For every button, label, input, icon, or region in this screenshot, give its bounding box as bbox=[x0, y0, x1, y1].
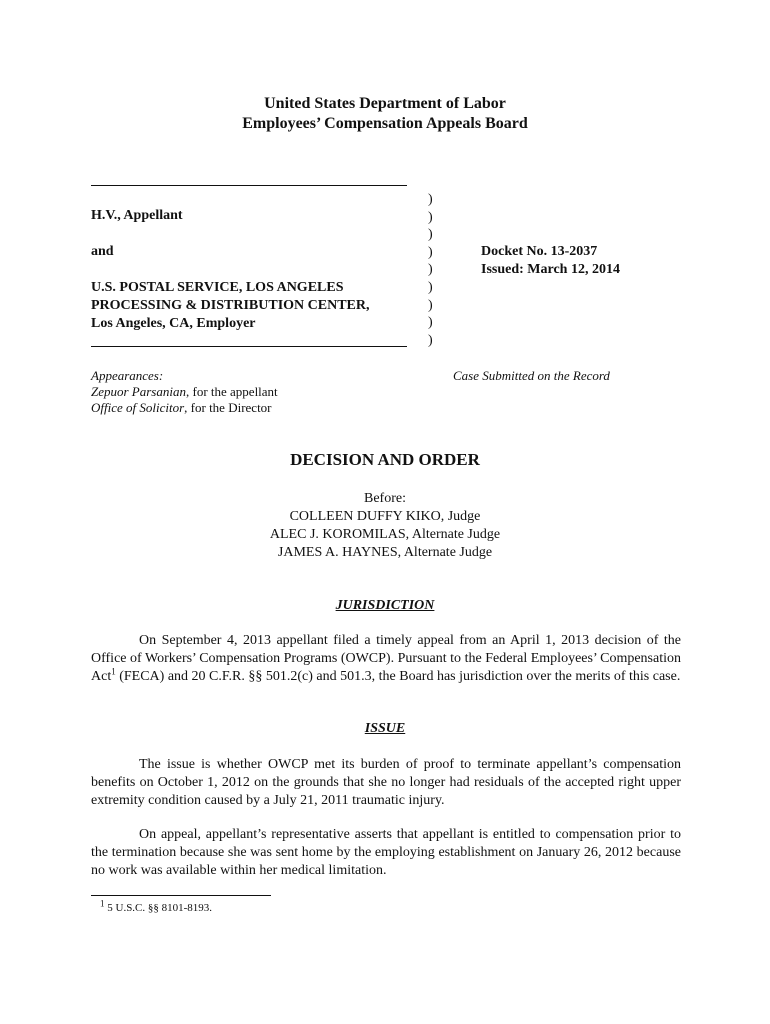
employer-line-1: U.S. POSTAL SERVICE, LOS ANGELES bbox=[91, 280, 344, 295]
jurisdiction-text-a: On September 4, 2013 appellant filed a timely appeal from an April 1, 2013 decision of the Office of Workers’ Compensation Programs (OWCP). Pursuant to the Federal Employees’ Compensation Act bbox=[91, 633, 681, 684]
issue-paragraph-2: On appeal, appellant’s representative asserts that appellant is entitled to compensation prior to the termination because she was sent home by the employing establishment on January 26, 2012 because no work was available within her medical limitation. bbox=[91, 827, 681, 878]
document-header bbox=[0, 94, 770, 134]
caption-appellant: H.V., Appellant bbox=[91, 208, 183, 223]
footnote-reference: 1 bbox=[111, 665, 116, 676]
caption-top-rule bbox=[91, 185, 407, 186]
issue-paragraph-1: The issue is whether OWCP met its burden of proof to terminate appellant’s compensation benefits on October 1, 2012 on the grounds that she no longer had residuals of the accepted right upper extremity condition caused by a July 21, 2011 traumatic injury. bbox=[91, 757, 681, 808]
header-board: Employees’ Compensation Appeals Board bbox=[242, 115, 528, 132]
docket-info bbox=[481, 243, 620, 279]
caption-bottom-rule bbox=[91, 346, 407, 347]
jurisdiction-paragraph bbox=[91, 632, 681, 685]
paren: ) bbox=[428, 262, 433, 278]
footnote-rule bbox=[91, 895, 271, 896]
case-submitted-note: Case Submitted on the Record bbox=[453, 368, 610, 383]
paren: ) bbox=[428, 192, 433, 207]
appearances-label: Appearances: bbox=[91, 368, 164, 383]
issued-date: Issued: March 12, 2014 bbox=[481, 262, 620, 277]
judge-2: ALEC J. KOROMILAS, Alternate Judge bbox=[269, 527, 501, 542]
appellant-representative: Zepuor Parsanian bbox=[91, 384, 186, 399]
docket-number: Docket No. 13-2037 bbox=[481, 244, 598, 259]
caption-parens bbox=[428, 191, 433, 349]
judge-1: COLLEEN DUFFY KIKO, Judge bbox=[289, 509, 481, 524]
paren: ) bbox=[428, 244, 433, 260]
employer-line-3: Los Angeles, CA, Employer bbox=[91, 316, 256, 331]
paren: ) bbox=[428, 279, 433, 295]
footnote-text: 5 U.S.C. §§ 8101-8193. bbox=[104, 902, 213, 914]
jurisdiction-text-b: (FECA) and 20 C.F.R. §§ 501.2(c) and 501.3, the Board has jurisdiction over the merits of this case. bbox=[115, 668, 681, 684]
decision-title: DECISION AND ORDER bbox=[290, 450, 480, 469]
paren: ) bbox=[428, 315, 433, 331]
before-label: Before: bbox=[364, 491, 406, 506]
jurisdiction-heading: JURISDICTION bbox=[335, 598, 435, 613]
director-representative: Office of Solicitor bbox=[91, 400, 185, 415]
case-caption bbox=[91, 185, 691, 355]
before-panel bbox=[0, 490, 770, 562]
appellant-representative-role: , for the appellant bbox=[185, 384, 278, 399]
footnote-1 bbox=[100, 898, 213, 914]
paren: ) bbox=[428, 209, 433, 225]
caption-and: and bbox=[91, 244, 114, 259]
director-representative-role: , for the Director bbox=[184, 400, 272, 415]
paren: ) bbox=[428, 332, 433, 348]
appearances bbox=[91, 368, 278, 416]
footnote-mark: 1 bbox=[100, 898, 105, 909]
judge-3: JAMES A. HAYNES, Alternate Judge bbox=[277, 545, 493, 560]
caption-employer bbox=[91, 279, 370, 333]
paren: ) bbox=[428, 297, 433, 313]
issue-heading: ISSUE bbox=[364, 721, 406, 736]
employer-line-2: PROCESSING & DISTRIBUTION CENTER, bbox=[91, 298, 370, 313]
paren: ) bbox=[428, 227, 433, 243]
header-department: United States Department of Labor bbox=[264, 95, 506, 112]
